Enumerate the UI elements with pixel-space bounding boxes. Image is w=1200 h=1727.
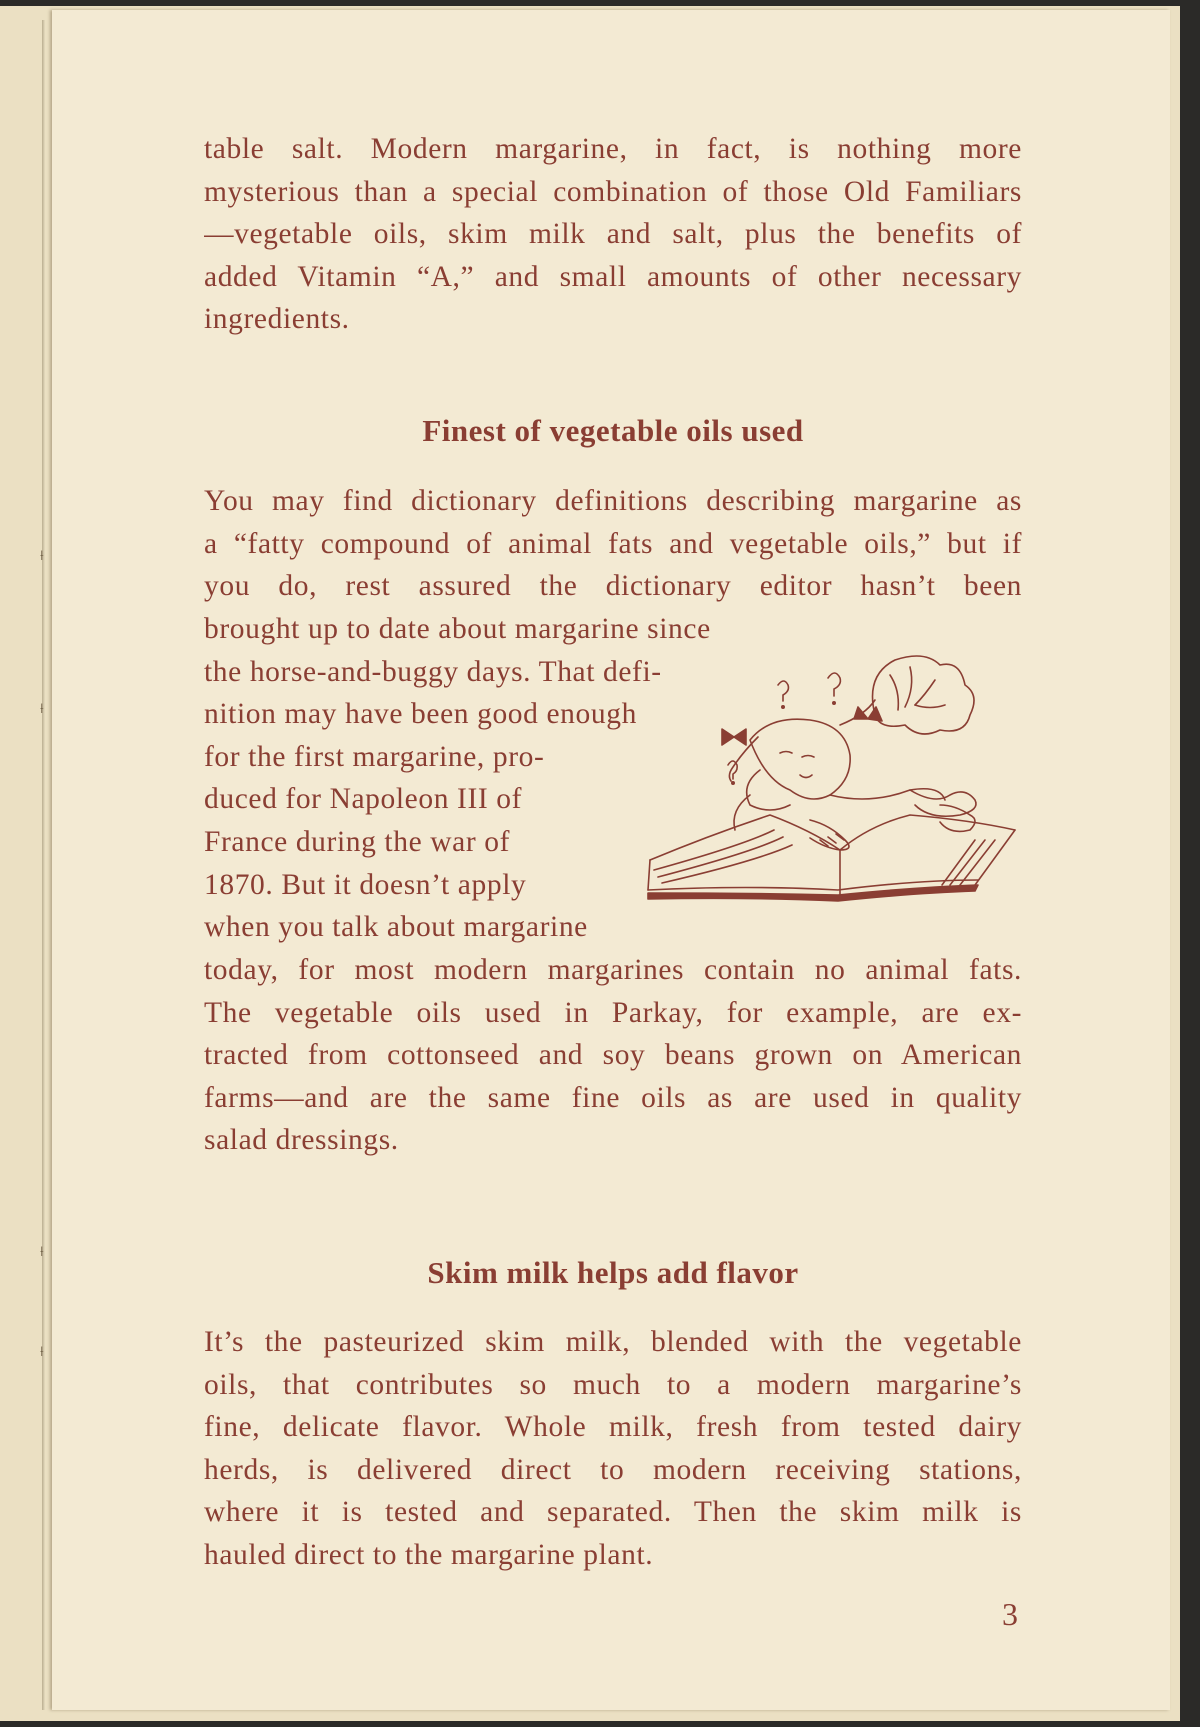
- section1-paragraph-bottom: [204, 949, 1022, 1162]
- page-number: 3: [1002, 1596, 1018, 1632]
- section2-paragraph: [204, 1321, 1022, 1577]
- section-heading-vegetable-oils: Finest of vegetable oils used: [422, 413, 804, 448]
- text-line: where it is tested and separated. Then the skim milk is: [204, 1496, 1022, 1529]
- binding-fold: [42, 20, 45, 1710]
- staple-icon: ⟊: [40, 1345, 44, 1360]
- text-line: —vegetable oils, skim milk and salt, plus the benefits of: [204, 218, 1022, 251]
- girl-reading-dictionary-illustration: [640, 645, 1040, 945]
- text-line: You may find dictionary definitions describing margarine as: [204, 485, 1022, 517]
- section-heading-skim-milk: Skim milk helps add flavor: [427, 1255, 799, 1290]
- text-line: oils, that contributes so much to a modern margarine’s: [204, 1368, 1022, 1401]
- section1-paragraph-top: [204, 480, 1022, 608]
- text-line: The vegetable oils used in Parkay, for example, are ex-: [204, 996, 1022, 1029]
- text-line: today, for most modern margarines contain no animal fats.: [204, 954, 1022, 986]
- text-line: table salt. Modern margarine, in fact, is nothing more: [204, 133, 1022, 165]
- text-line: mysterious than a special combination of those Old Familiars: [204, 175, 1022, 208]
- text-line: added Vitamin “A,” and small amounts of other necessary: [204, 260, 1022, 293]
- text-line: hauled direct to the margarine plant.: [204, 1538, 654, 1571]
- text-line: a “fatty compound of animal fats and vegetable oils,” but if: [204, 527, 1022, 560]
- text-line: duced for Napoleon III of: [204, 783, 523, 816]
- staple-icon: ⟊: [40, 549, 44, 564]
- text-line: fine, delicate flavor. Whole milk, fresh from tested dairy: [204, 1411, 1022, 1444]
- text-line: It’s the pasteurized skim milk, blended with the vegetable: [204, 1326, 1022, 1358]
- text-line: the horse-and-buggy days. That defi-: [204, 655, 662, 688]
- text-line: farms—and are the same fine oils as are used in quality: [204, 1081, 1022, 1114]
- text-line: herds, is delivered direct to modern receiving stations,: [204, 1453, 1022, 1486]
- text-line: France during the war of: [204, 825, 511, 858]
- text-line: when you talk about margarine: [204, 911, 588, 944]
- text-line: 1870. But it doesn’t apply: [204, 868, 527, 901]
- text-line: salad dressings.: [204, 1124, 399, 1157]
- intro-paragraph: [204, 128, 1022, 341]
- text-line: for the first margarine, pro-: [204, 740, 545, 773]
- text-line: tracted from cottonseed and soy beans grown on American: [204, 1039, 1022, 1072]
- text-line: brought up to date about margarine since: [204, 613, 711, 645]
- staple-icon: ⟊: [40, 702, 44, 717]
- text-line: you do, rest assured the dictionary editor hasn’t been: [204, 570, 1022, 603]
- text-line: nition may have been good enough: [204, 698, 637, 731]
- staple-icon: ⟊: [40, 1245, 44, 1260]
- text-line: ingredients.: [204, 303, 350, 336]
